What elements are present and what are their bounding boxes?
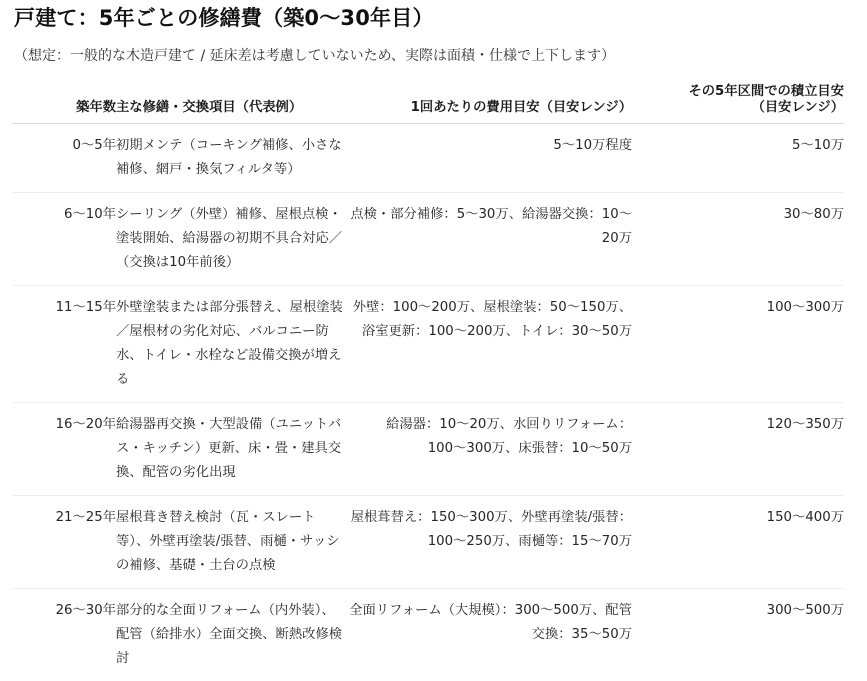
table-row [12,193,844,286]
cell-repair-items: 初期メンテ（コーキング補修、小さな補修、網戸・換気フィルタ等） [116,124,348,193]
cell-repair-items: シーリング（外壁）補修、屋根点検・塗装開始、給湯器の初期不具合対応／（交換は10年前後） [116,193,348,286]
cell-age: 26〜30年 [12,589,116,681]
assumption-note: （想定：一般的な木造戸建て / 延床差は考慮していないため、実際は面積・仕様で上下します） [14,45,615,65]
cell-savings: 300〜500万 [632,589,844,681]
header-repair-items: 主な修繕・交換項目（代表例） [116,78,348,124]
cell-savings: 100〜300万 [632,286,844,403]
cell-cost-per-time: 給湯器：10〜20万、水回りリフォーム：100〜300万、床張替：10〜50万 [348,403,632,496]
cell-savings: 5〜10万 [632,124,844,193]
cell-age: 11〜15年 [12,286,116,403]
repair-cost-table [12,78,844,681]
cell-age: 16〜20年 [12,403,116,496]
page-title: 戸建て：5年ごとの修繕費（築0〜30年目） [14,2,434,32]
cell-cost-per-time: 5〜10万程度 [348,124,632,193]
header-building-age: 築年数 [12,78,116,124]
cell-age: 0〜5年 [12,124,116,193]
table-row [12,124,844,193]
cell-savings: 150〜400万 [632,496,844,589]
table-row [12,496,844,589]
header-cost-per-time: 1回あたりの費用目安（目安レンジ） [348,78,632,124]
table-row [12,403,844,496]
cell-repair-items: 給湯器再交換・大型設備（ユニットバス・キッチン）更新、床・畳・建具交換、配管の劣化出現 [116,403,348,496]
cell-cost-per-time: 全面リフォーム（大規模）：300〜500万、配管交換：35〜50万 [348,589,632,681]
cell-repair-items: 屋根葺き替え検討（瓦・スレート等）、外壁再塗装/張替、雨樋・サッシの補修、基礎・土台の点検 [116,496,348,589]
cell-cost-per-time: 屋根葺替え：150〜300万、外壁再塗装/張替：100〜250万、雨樋等：15〜70万 [348,496,632,589]
cell-age: 21〜25年 [12,496,116,589]
cell-savings: 30〜80万 [632,193,844,286]
cell-savings: 120〜350万 [632,403,844,496]
table-row [12,589,844,681]
header-savings-line2: （目安レンジ） [752,100,844,115]
cell-cost-per-time: 点検・部分補修：5〜30万、給湯器交換：10〜20万 [348,193,632,286]
table-row [12,286,844,403]
header-savings-line1: その5年区間での積立目安 [688,84,844,99]
cell-repair-items: 部分的な全面リフォーム（内外装）、配管（給排水）全面交換、断熱改修検討 [116,589,348,681]
table-header-row [12,78,844,124]
cell-cost-per-time: 外壁：100〜200万、屋根塗装：50〜150万、浴室更新：100〜200万、トイレ：30〜50万 [348,286,632,403]
header-savings-per-period [632,78,844,124]
cell-repair-items: 外壁塗装または部分張替え、屋根塗装／屋根材の劣化対応、バルコニー防水、トイレ・水栓など設備交換が増える [116,286,348,403]
cell-age: 6〜10年 [12,193,116,286]
